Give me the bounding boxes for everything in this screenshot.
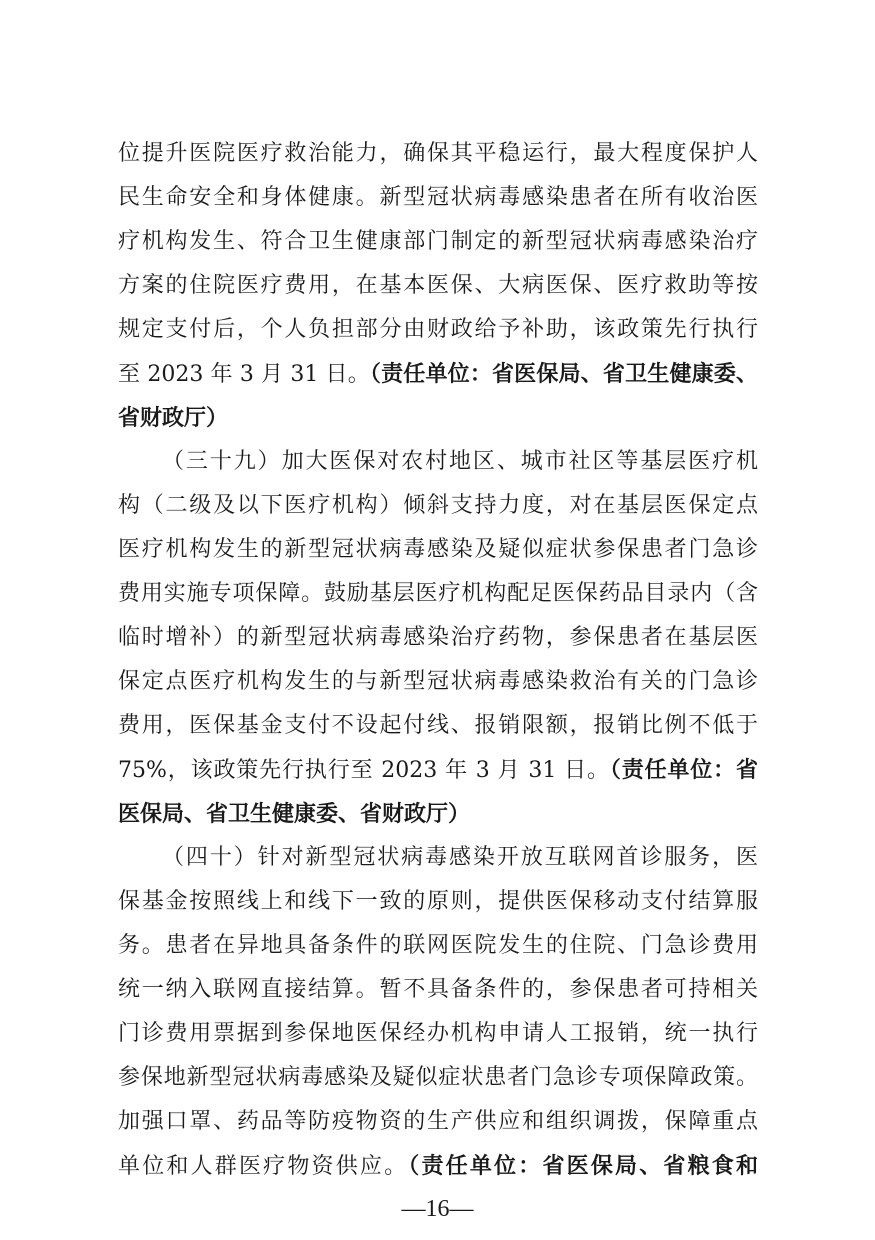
text-line xyxy=(118,750,758,790)
text-line xyxy=(118,398,758,438)
line-text: 75%，该政策先行执行至 2023 年 3 月 31 日。 xyxy=(118,758,610,783)
text-line: 务。患者在异地具备条件的联网医院发生的住院、门急诊费用 xyxy=(118,933,758,958)
text-line xyxy=(118,1146,758,1186)
text-line: 统一纳入联网直接结算。暂不具备条件的，参保患者可持相关 xyxy=(118,977,758,1002)
text-line: 费用实施专项保障。鼓励基层医疗机构配足医保药品目录内（含 xyxy=(118,581,758,606)
text-line: 加强口罩、药品等防疫物资的生产供应和组织调拨，保障重点 xyxy=(118,1109,758,1134)
text-line: 方案的住院医疗费用，在基本医保、大病医保、医疗救助等按 xyxy=(118,273,758,298)
responsibility-note: 医保局、省卫生健康委、省财政厅） xyxy=(118,801,471,827)
text-line: 保定点医疗机构发生的与新型冠状病毒感染救治有关的门急诊 xyxy=(118,669,758,694)
text-line: 门诊费用票据到参保地医保经办机构申请人工报销，统一执行 xyxy=(118,1021,758,1046)
text-line: 位提升医院医疗救治能力，确保其平稳运行，最大程度保护人 xyxy=(118,141,758,166)
text-line: 规定支付后，个人负担部分由财政给予补助，该政策先行执行 xyxy=(118,317,758,342)
responsibility-note: 省财政厅） xyxy=(118,405,229,431)
text-line: 医疗机构发生的新型冠状病毒感染及疑似症状参保患者门急诊 xyxy=(118,537,758,562)
text-line xyxy=(118,794,758,834)
text-line: 构（二级及以下医疗机构）倾斜支持力度，对在基层医保定点 xyxy=(118,493,758,518)
text-line: 参保地新型冠状病毒感染及疑似症状患者门急诊专项保障政策。 xyxy=(118,1065,758,1090)
text-line: 民生命安全和身体健康。新型冠状病毒感染患者在所有收治医 xyxy=(118,185,758,210)
line-text: 单位和人群医疗物资供应。 xyxy=(118,1154,409,1179)
responsibility-note: （责任单位：省 xyxy=(609,757,758,783)
text-line: （四十）针对新型冠状病毒感染开放互联网首诊服务，医 xyxy=(162,845,758,870)
text-line: （三十九）加大医保对农村地区、城市社区等基层医疗机 xyxy=(162,449,758,474)
text-line: 疗机构发生、符合卫生健康部门制定的新型冠状病毒感染治疗 xyxy=(118,229,758,254)
responsibility-note: （责任单位：省医保局、省卫生健康委、 xyxy=(369,361,758,387)
responsibility-note: （责任单位：省医保局、省粮食和 xyxy=(408,1153,758,1179)
page-number: —16— xyxy=(401,1196,474,1222)
line-text: 至 2023 年 3 月 31 日。 xyxy=(118,362,370,387)
text-line: 临时增补）的新型冠状病毒感染治疗药物，参保患者在基层医 xyxy=(118,625,758,650)
text-line: 保基金按照线上和线下一致的原则，提供医保移动支付结算服 xyxy=(118,889,758,914)
text-line: 费用，医保基金支付不设起付线、报销限额，报销比例不低于 xyxy=(118,713,758,738)
text-line xyxy=(118,354,758,394)
